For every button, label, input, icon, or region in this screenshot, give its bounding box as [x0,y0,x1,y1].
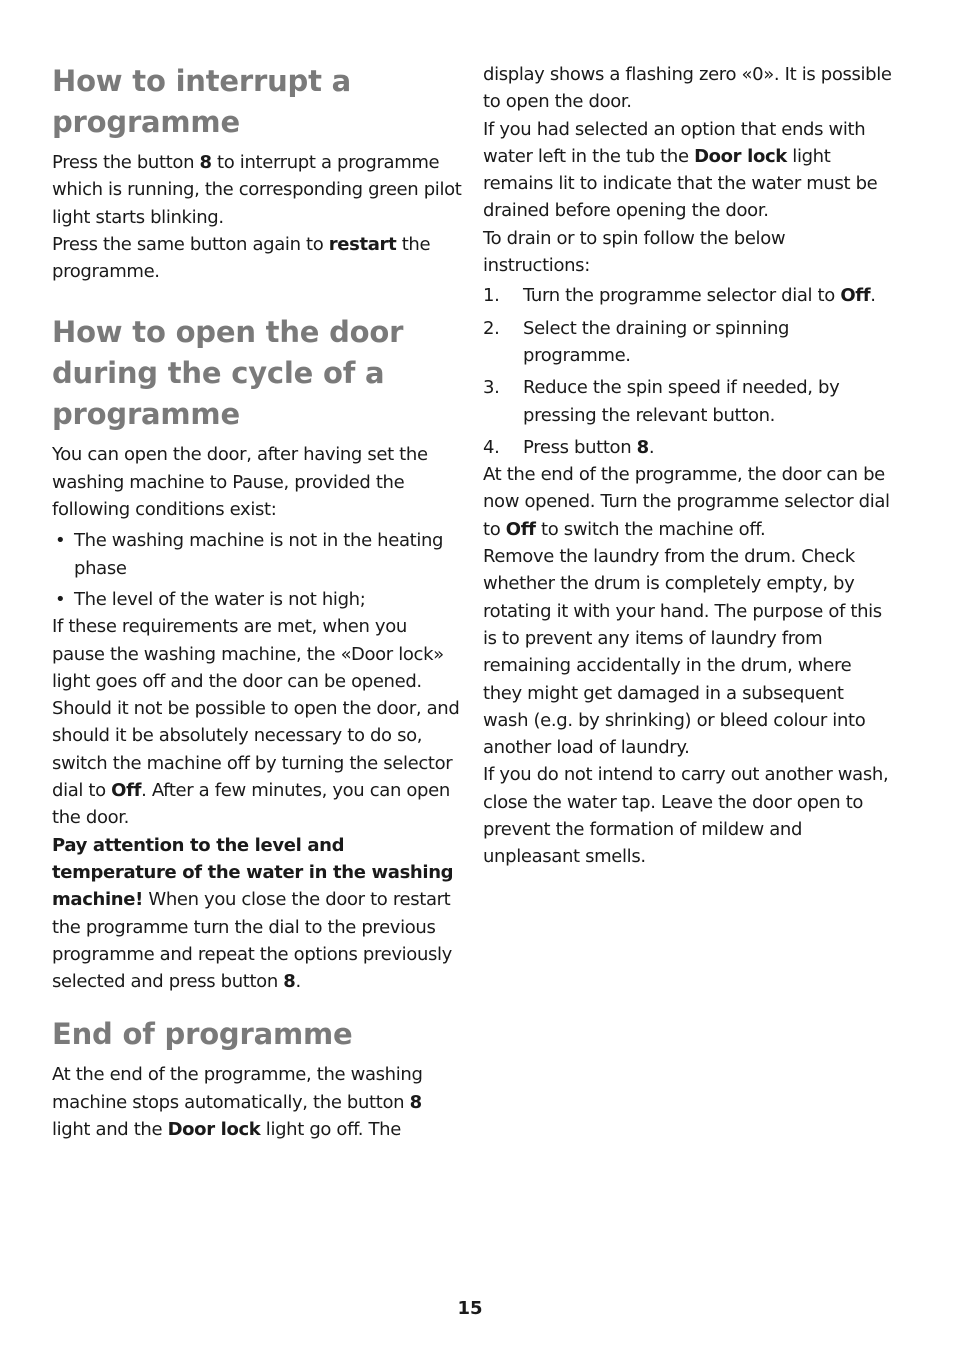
right-column [483,0,893,871]
bullet-icon: • [55,530,66,552]
heading-open-door: How to open the door during the cycle of a programme [52,315,404,432]
list-item: 3. Reduce the spin speed if needed, by pressing the relevant button. [483,374,893,429]
display-paragraph: display shows a flashing zero «0». It is possible to open the door. [483,64,892,113]
open-door-intro: You can open the door, after having set the washing machine to Pause, provided the following conditions exist: [52,444,428,521]
end-paragraph: At the end of the programme, the washing machine stops automatically, the button 8 light and the Door lock light go off. The [52,1064,423,1141]
should-not-open-paragraph: Should it not be possible to open the door, and should it be absolutely necessary to do so, switch the machine off by turning the selector dial to Off. After a few minutes, you can open the door. [52,698,460,829]
end-door-paragraph: At the end of the programme, the door can be now opened. Turn the programme selector dial to Off to switch the machine off. [483,464,890,540]
attention-paragraph: Pay attention to the level and temperature of the water in the washing machine! When you close the door to restart the programme turn the dial to the previous programme and repeat the options previously selected and press button 8. [52,834,454,993]
list-item: • The washing machine is not in the heating phase [52,527,462,582]
section-open-door [52,312,462,995]
page-number: 15 [457,1298,483,1319]
heading-interrupt: How to interrupt a programme [52,64,352,139]
section-interrupt [52,0,462,285]
step-number: 3. [483,377,500,399]
drain-steps-list [483,282,893,461]
conditions-list [52,527,462,613]
left-column [52,0,462,1143]
list-item: 4. Press button 8. [483,434,893,461]
list-item: 2. Select the draining or spinning programme. [483,315,893,370]
interrupt-paragraph-1: Press the button 8 to interrupt a programme which is running, the corresponding green pilot light starts blinking. [52,152,462,228]
water-left-paragraph: If you had selected an option that ends with water left in the tub the Door lock light remains lit to indicate that the water must be drained before opening the door. [483,118,878,222]
step-number: 4. [483,436,500,458]
interrupt-paragraph-2: Press the same button again to restart the programme. [52,233,431,283]
list-item: 1. Turn the programme selector dial to Off. [483,282,893,309]
section-end-of-programme [52,1014,462,1143]
list-item: • The level of the water is not high; [52,586,462,613]
bullet-icon: • [55,588,66,610]
heading-end-of-programme: End of programme [52,1017,353,1052]
requirements-paragraph: If these requirements are met, when you pause the washing machine, the «Door lock» light goes off and the door can be opened. [52,616,444,692]
step-number: 2. [483,317,500,339]
drain-instructions-paragraph: To drain or to spin follow the below instructions: [483,227,786,277]
water-tap-paragraph: If you do not intend to carry out another wash, close the water tap. Leave the door open to prevent the formation of mildew and unpleasant smells. [483,764,889,868]
remove-laundry-paragraph: Remove the laundry from the drum. Check whether the drum is completely empty, by rotating it with your hand. The purpose of this is to prevent any items of laundry from remaining accidentally in the drum, where they might get damaged in a subsequent wash (e.g. by shrinking) or bleed colour into another load of laundry. [483,546,882,759]
step-number: 1. [483,285,500,307]
